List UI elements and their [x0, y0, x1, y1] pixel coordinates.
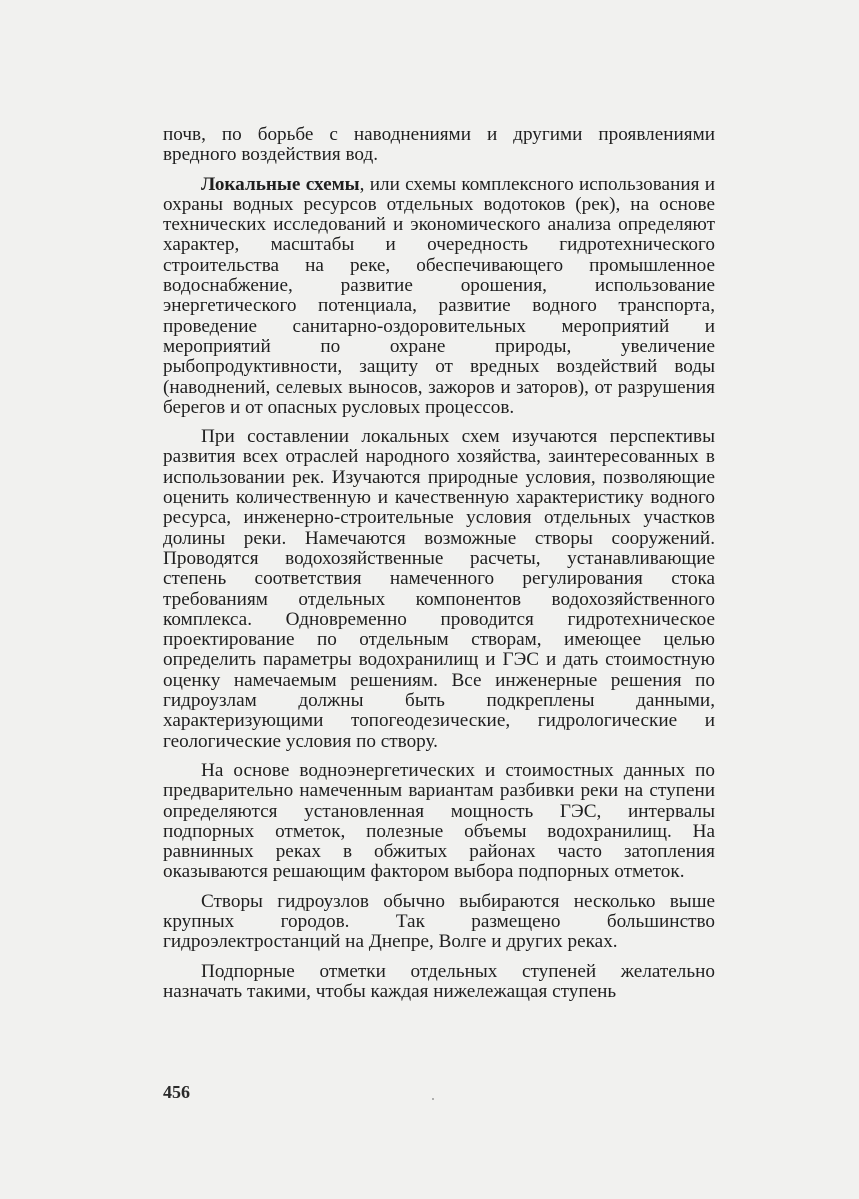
body-text	[163, 125, 715, 1011]
page-number: 456	[163, 1082, 190, 1102]
paragraph-text: Створы гидроузлов обычно выбираются несколько выше крупных городов. Так размещено большинство гидроэлектростанций на Днепре, Волге и других реках.	[163, 890, 715, 953]
paragraph-text: На основе водноэнергетических и стоимостных данных по предварительно намеченным вариантам разбивки реки на ступени определяются установленная мощность ГЭС, интервалы подпорных отметок, полезные объемы водохранилищ. На равнинных реках в обжитых районах часто затопления оказываются решающим фактором выбора подпорных отметок.	[163, 759, 715, 883]
paragraph-text: При составлении локальных схем изучаются перспективы развития всех отраслей народного хозяйства, заинтересованных в использовании рек. Изучаются природные условия, позволяющие оценить количественную и качественную характеристику водного ресурса, инженерно-строительные условия отдельных участков долины реки. Намечаются возможные створы сооружений. Проводятся водохозяйственные расчеты, устанавливающие степень соответствия намеченного регулирования стока требованиям отдельных компонентов водохозяйственного комплекса. Одновременно проводится гидротехническое проектирование по отдельным створам, имеющее целью определить параметры водохранилищ и ГЭС и дать стоимостную оценку намечаемым решениям. Все инженерные решения по гидроузлам должны быть подкреплены данными, характеризующими топогеодезические, гидрологические и геологические условия по створу.	[163, 426, 715, 752]
paragraph-backwater-levels	[163, 962, 715, 1003]
paragraph-text: , или схемы комплексного использования и охраны водных ресурсов отдельных водотоков (рек), на основе технических исследований и экономического анализа определяют характер, масштабы и очередность гидротехнического строительства на реке, обеспечивающего промышленное водоснабжение, развитие орошения, использование энергетического потенциала, развитие водного транспорта, проведение санитарно-оздоровительных мероприятий и мероприятий по охране природы, увеличение рыбопродуктивности, защиту от вредных воздействий воды (наводнений, селевых выносов, зажоров и заторов), от разрушения берегов и от опасных русловых процессов.	[163, 173, 715, 418]
paragraph-energy-data	[163, 761, 715, 883]
paragraph-lead-term: Локальные схемы	[201, 173, 360, 195]
paragraph-local-schemes	[163, 175, 715, 419]
paragraph-schemes-study	[163, 427, 715, 752]
paragraph-text: Подпорные отметки отдельных ступеней желательно назначать такими, чтобы каждая нижележащая ступень	[163, 960, 715, 1002]
paragraph-text: почв, по борьбе с наводнениями и другими проявлениями вредного воздействия вод.	[163, 124, 715, 166]
paragraph-continuation	[163, 125, 715, 166]
paragraph-dam-sites	[163, 892, 715, 953]
print-speck	[432, 1098, 434, 1100]
